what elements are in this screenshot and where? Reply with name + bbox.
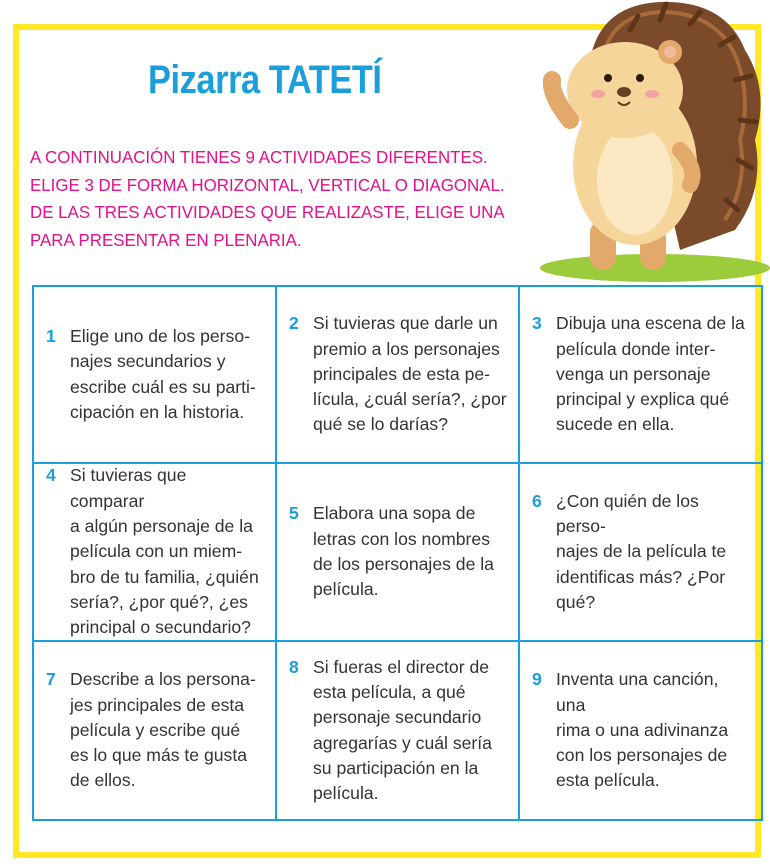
activity-cell-7[interactable] <box>34 642 277 819</box>
activity-number: 3 <box>532 313 542 334</box>
activity-cell-5[interactable] <box>277 464 520 642</box>
activity-cell-6[interactable] <box>520 464 761 642</box>
instructions-text: A CONTINUACIÓN TIENES 9 ACTIVIDADES DIFERENTES. ELIGE 3 DE FORMA HORIZONTAL, VERTICAL O DIAGONAL. DE LAS TRES ACTIVIDADES QUE REALIZASTE, ELIGE UNA PARA PRESENTAR EN PLENARIA. <box>30 147 505 250</box>
page-title: Pizarra TATETÍ <box>148 58 382 102</box>
hedgehog-icon <box>530 0 770 282</box>
activity-text: Elabora una sopa de letras con los nombres de los personajes de la película. <box>313 503 494 600</box>
activity-cell-1[interactable] <box>34 287 277 464</box>
activity-number: 4 <box>46 465 56 486</box>
activity-text: Si tuvieras que darle un premio a los personajes principales de esta pe- lícula, ¿cuál sería?, ¿por qué se lo darías? <box>313 313 507 435</box>
activity-cell-3[interactable] <box>520 287 761 464</box>
activity-text: ¿Con quién de los perso- najes de la película te identificas más? ¿Por qué? <box>556 490 727 612</box>
activity-text: Si fueras el director de esta película, a qué personaje secundario agregarías y cuál sería su participación en la película. <box>313 656 492 804</box>
activity-cell-2[interactable] <box>277 287 520 464</box>
activity-number: 1 <box>46 325 56 346</box>
activity-text: Dibuja una escena de la película donde inter- venga un personaje principal y explica qué sucede en ella. <box>556 313 745 435</box>
activity-cell-8[interactable] <box>277 642 520 819</box>
activity-number: 9 <box>532 669 542 690</box>
tateti-board <box>32 285 763 821</box>
activity-text: Elige uno de los perso- najes secundarios y escribe cuál es su parti- cipación en la historia. <box>70 325 256 422</box>
activity-cell-4[interactable] <box>34 464 277 642</box>
activity-cell-9[interactable] <box>520 642 761 819</box>
activity-number: 7 <box>46 669 56 690</box>
activity-number: 8 <box>289 656 299 677</box>
activity-number: 2 <box>289 313 299 334</box>
activity-text: Inventa una canción, una rima o una adivinanza con los personajes de esta película. <box>556 669 729 791</box>
activity-number: 6 <box>532 490 542 511</box>
activity-text: Describe a los persona- jes principales de esta película y escribe qué es lo que más te gusta de ellos. <box>70 669 256 791</box>
activity-text: Si tuvieras que comparar a algún personaje de la película con un miem- bro de tu familia, ¿quién sería?, ¿por qué?, ¿es principal o secundario? <box>70 465 259 638</box>
activity-number: 5 <box>289 503 299 524</box>
